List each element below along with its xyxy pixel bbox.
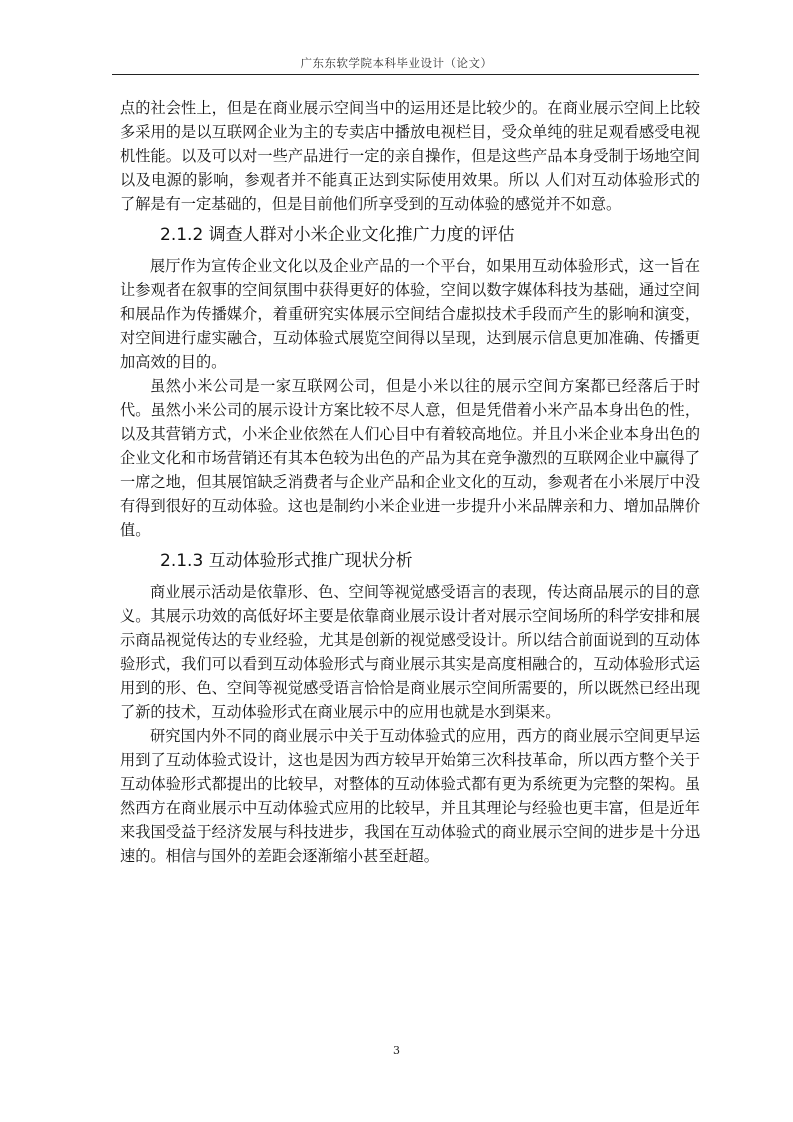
- page-body: [120, 96, 700, 868]
- paragraph: 展厅作为宣传企业文化以及企业产品的一个平台，如果用互动体验形式，这一旨在让参观者在叙事的空间氛围中获得更好的体验，空间以数字媒体科技为基础，通过空间和展品作为传播媒介，着重研究实体展示空间结合虚拟技术手段而产生的影响和演变，对空间进行虚实融合，互动体验式展览空间得以呈现，达到展示信息更加准确、传播更加高效的目的。: [120, 257, 700, 371]
- header-rule: [112, 74, 699, 75]
- paragraph: 商业展示活动是依靠形、色、空间等视觉感受语言的表现，传达商品展示的目的意义。其展示功效的高低好坏主要是依靠商业展示设计者对展示空间场所的科学安排和展示商品视觉传达的专业经验，尤其是创新的视觉感受设计。所以结合前面说到的互动体验形式，我们可以看到互动体验形式与商业展示其实是高度相融合的，互动体验形式运用到的形、色、空间等视觉感受语言恰恰是商业展示空间所需要的，所以既然已经出现了新的技术，互动体验形式在商业展示中的应用也就是水到渠来。: [120, 583, 700, 721]
- paragraph: 虽然小米公司是一家互联网公司，但是小米以往的展示空间方案都已经落后于时代。虽然小米公司的展示设计方案比较不尽人意，但是凭借着小米产品本身出色的性，以及其营销方式，小米企业依然在人们心目中有着较高地位。并且小米企业本身出色的企业文化和市场营销还有其本色较为出色的产品为其在竞争激烈的互联网企业中赢得了一席之地，但其展馆缺乏消费者与企业产品和企业文化的互动，参观者在小米展厅中没有得到很好的互动体验。这也是制约小米企业进一步提升小米品牌亲和力、增加品牌价值。: [120, 377, 700, 539]
- section-heading-2-1-3: 2.1.3 互动体验形式推广现状分析: [160, 551, 413, 571]
- paragraph: 研究国内外不同的商业展示中关于互动体验式的应用，西方的商业展示空间更早运用到了互动体验式设计，这也是因为西方较早开始第三次科技革命，所以西方整个关于互动体验形式都提出的比较早，对整体的互动体验式都有更为系统更为完整的架构。虽然西方在商业展示中互动体验式应用的比较早，并且其理论与经验也更丰富，但是近年来我国受益于经济发展与科技进步，我国在互动体验式的商业展示空间的进步是十分迅速的。相信与国外的差距会逐渐缩小甚至赶超。: [120, 727, 700, 865]
- section-heading-2-1-2: 2.1.2 调查人群对小米企业文化推广力度的评估: [160, 225, 515, 245]
- page-number: 3: [393, 1044, 400, 1057]
- paragraph: 点的社会性上，但是在商业展示空间当中的运用还是比较少的。在商业展示空间上比较多采用的是以互联网企业为主的专卖店中播放电视栏目，受众单纯的驻足观看感受电视机性能。以及可以对一些产品进行一定的亲自操作，但是这些产品本身受制于场地空间以及电源的影响，参观者并不能真正达到实际使用效果。所以 人们对互动体验形式的了解是有一定基础的，但是目前他们所享受到的互动体验的感觉并不如意。: [120, 99, 700, 213]
- running-header: 广东东软学院本科毕业设计（论文）: [300, 56, 493, 70]
